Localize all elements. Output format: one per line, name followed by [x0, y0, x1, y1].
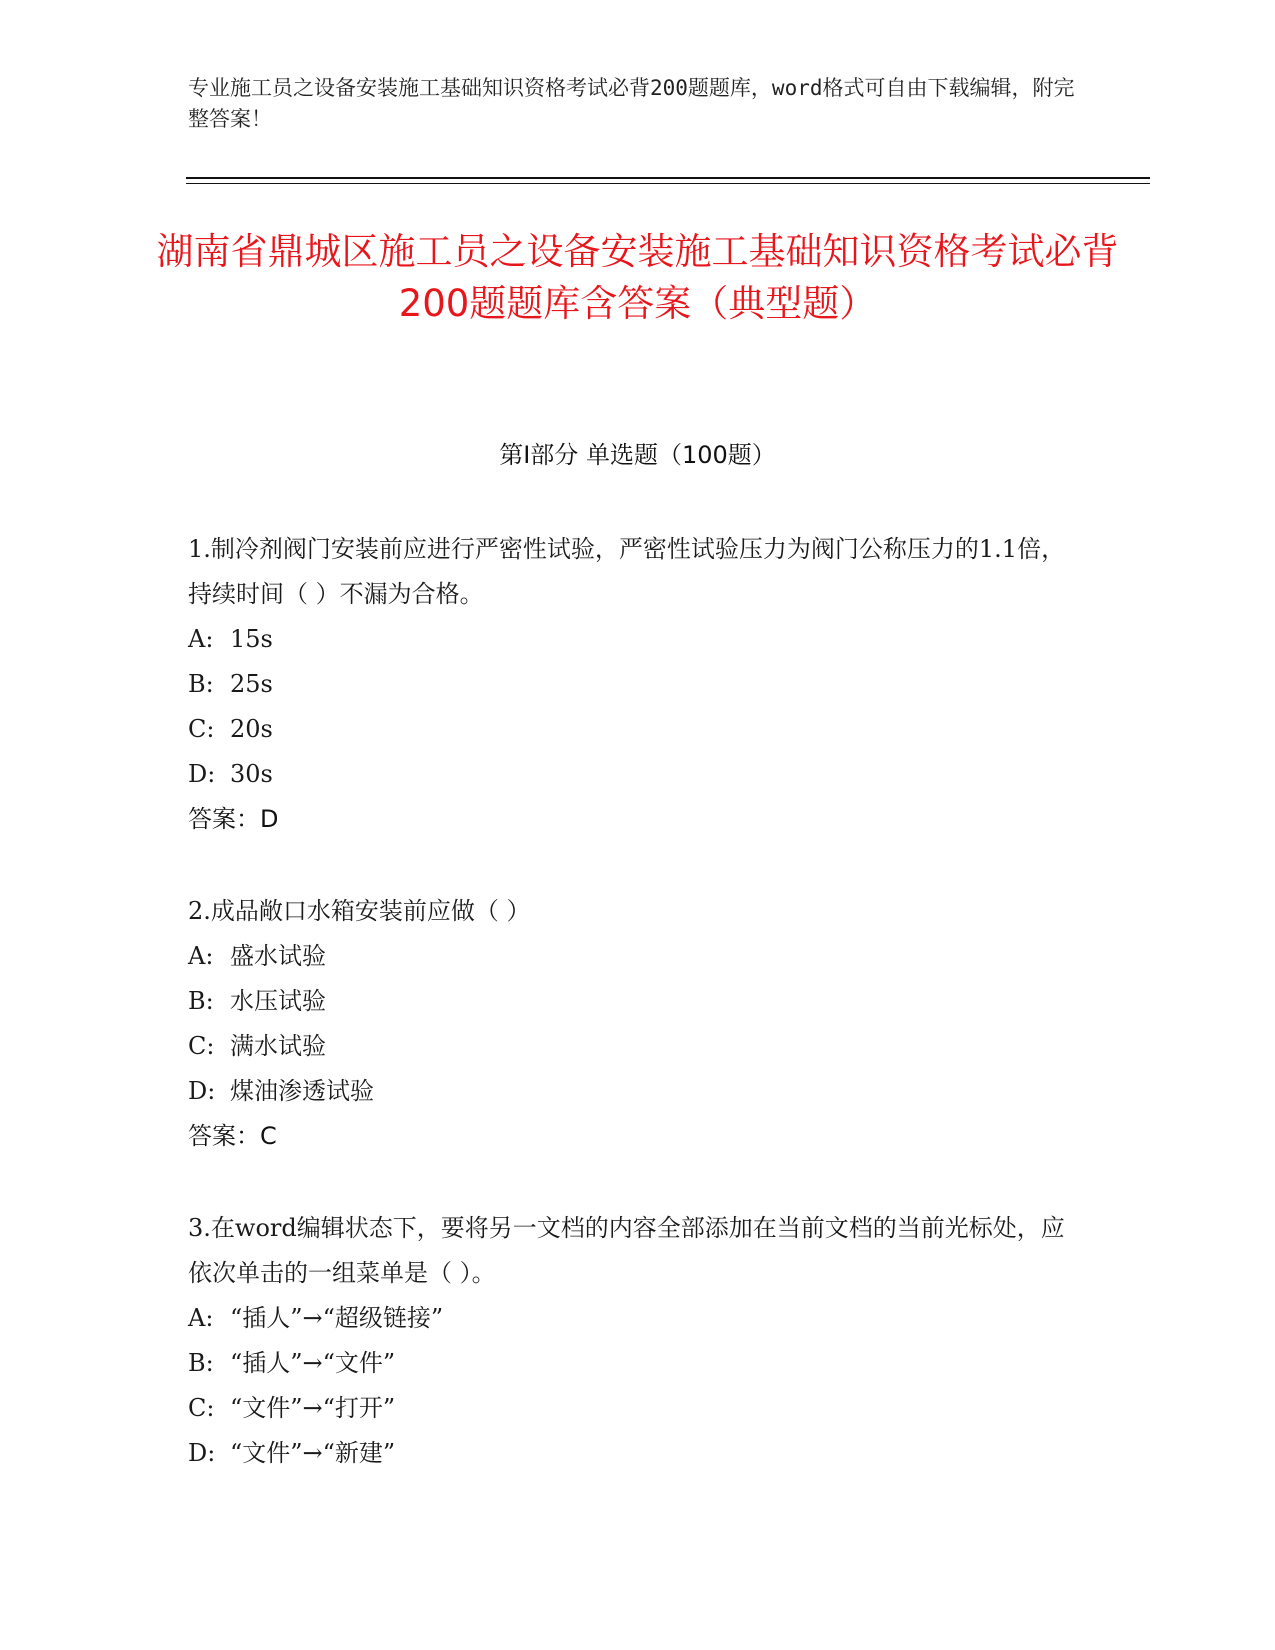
option-text: 满水试验 — [230, 1032, 326, 1060]
option-a — [188, 934, 1078, 979]
option-b — [188, 979, 1078, 1024]
header-divider-thin — [186, 183, 1150, 184]
option-a — [188, 1296, 1078, 1341]
header-note: 专业施工员之设备安装施工基础知识资格考试必背200题题库，word格式可自由下载编辑，附完整答案！ — [188, 76, 1075, 131]
option-text: “文件”→“打开” — [230, 1394, 396, 1422]
option-letter: D: — [188, 1077, 216, 1105]
answer-label: 答案：C — [188, 1122, 277, 1150]
option-letter: A: — [188, 1304, 214, 1332]
option-letter: C: — [188, 1032, 215, 1060]
option-text: 25s — [230, 670, 273, 698]
option-text: 煤油渗透试验 — [230, 1077, 374, 1105]
option-text: “插人”→“文件” — [230, 1349, 396, 1377]
option-letter: B: — [188, 670, 214, 698]
option-letter: D: — [188, 1439, 216, 1467]
option-letter: C: — [188, 715, 215, 743]
question-item — [188, 889, 1078, 1159]
option-letter: A: — [188, 625, 214, 653]
option-text: 15s — [230, 625, 273, 653]
document-title: 湖南省鼎城区施工员之设备安装施工基础知识资格考试必背200题题库含答案（典型题） — [156, 230, 1119, 325]
option-a — [188, 617, 1078, 662]
option-c — [188, 707, 1078, 752]
question-stem: 3.在word编辑状态下，要将另一文档的内容全部添加在当前文档的当前光标处，应依次单击的一组菜单是（ ）。 — [188, 1214, 1065, 1287]
question-stem: 1.制冷剂阀门安装前应进行严密性试验，严密性试验压力为阀门公称压力的1.1倍，持续时间（ ）不漏为合格。 — [188, 535, 1066, 608]
section-title: 第I部分 单选题（100题） — [499, 441, 776, 469]
option-text: “文件”→“新建” — [230, 1439, 396, 1467]
option-text: 20s — [230, 715, 273, 743]
question-list — [188, 527, 1078, 1523]
option-text: 水压试验 — [230, 987, 326, 1015]
header-divider-thick — [186, 177, 1150, 179]
question-item — [188, 1206, 1078, 1476]
option-d — [188, 752, 1078, 797]
option-text: 盛水试验 — [230, 942, 326, 970]
question-item — [188, 527, 1078, 842]
option-letter: D: — [188, 760, 216, 788]
option-letter: B: — [188, 1349, 214, 1377]
option-d — [188, 1431, 1078, 1476]
option-d — [188, 1069, 1078, 1114]
answer-label: 答案：D — [188, 805, 279, 833]
option-text: “插人”→“超级链接” — [230, 1304, 444, 1332]
option-c — [188, 1024, 1078, 1069]
option-letter: B: — [188, 987, 214, 1015]
question-stem: 2.成品敞口水箱安装前应做（ ） — [188, 897, 531, 925]
option-b — [188, 1341, 1078, 1386]
option-c — [188, 1386, 1078, 1431]
option-letter: A: — [188, 942, 214, 970]
option-letter: C: — [188, 1394, 215, 1422]
option-text: 30s — [230, 760, 273, 788]
option-b — [188, 662, 1078, 707]
